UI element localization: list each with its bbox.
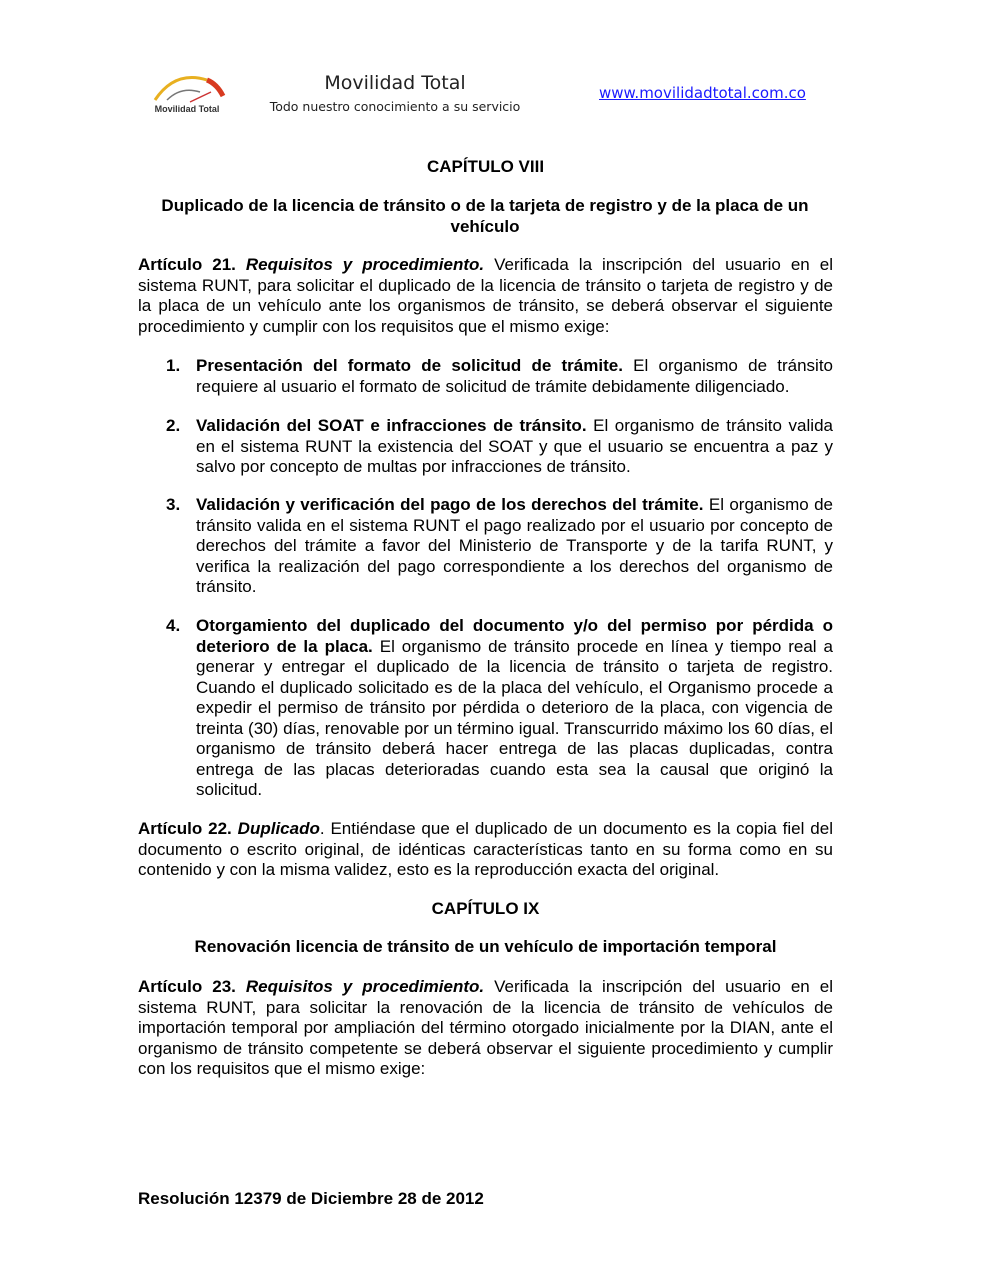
list-item — [138, 495, 833, 598]
header-subtitle: Todo nuestro conocimiento a su servicio — [269, 99, 521, 114]
list-item-text: El organismo de tránsito procede en línea y tiempo real a generar y entregar el duplicado de la licencia de tránsito o tarjeta de registro. Cuando el duplicado solicitado es de la placa del vehículo, el Organismo procede a expedir el permiso de tránsito por pérdida o deterioro de la placa, con vigencia de treinta (30) días, renovable por un término igual. Transcurrido máximo los 60 días, el organismo de tránsito deberá hacer entrega de las placas duplicadas, contra entrega de las placas deterioradas cuando esta sea la causal que originó la solicitud. — [196, 636, 833, 799]
list-item — [138, 416, 833, 478]
list-item-text: El organismo de tránsito valida en el sistema RUNT la existencia del SOAT y que el usuario se encuentra a paz y salvo por concepto de multas por infracciones de tránsito. — [196, 416, 833, 476]
article-21 — [138, 255, 833, 337]
list-item — [138, 356, 833, 397]
movilidad-total-logo — [145, 68, 230, 120]
article-23 — [138, 977, 833, 1080]
article-label: Artículo 23. — [138, 977, 236, 996]
website-link[interactable]: www.movilidadtotal.com.co — [599, 84, 806, 102]
article-label: Artículo 21. — [138, 255, 236, 274]
article-subtitle: Requisitos y procedimiento. — [245, 977, 485, 996]
list-item-title: Validación del SOAT e infracciones de tránsito. — [196, 416, 587, 435]
list-item-title: Presentación del formato de solicitud de trámite. — [196, 356, 623, 375]
list-item-title: Otorgamiento del duplicado del documento y/o del permiso por pérdida o deterioro de la placa. — [196, 616, 833, 656]
footer-resolution: Resolución 12379 de Diciembre 28 de 2012 — [138, 1189, 484, 1208]
header-title: Movilidad Total — [324, 72, 466, 94]
article-22 — [138, 819, 833, 881]
list-item-text: El organismo de tránsito requiere al usuario el formato de solicitud de trámite debidamente diligenciado. — [196, 356, 833, 396]
article-subtitle: Requisitos y procedimiento. — [245, 255, 485, 274]
article-label: Artículo 22. — [138, 819, 232, 838]
svg-text:Movilidad Total: Movilidad Total — [154, 104, 220, 114]
article-subtitle: Duplicado — [237, 819, 320, 838]
list-number: 1. — [166, 356, 181, 375]
chapter-9-title: CAPÍTULO IX — [431, 899, 540, 918]
list-item-title: Validación y verificación del pago de los derechos del trámite. — [196, 495, 704, 514]
list-number: 3. — [166, 495, 181, 514]
list-number: 4. — [166, 616, 181, 635]
list-number: 2. — [166, 416, 181, 435]
article-text: . Entiéndase que el duplicado de un documento es la copia fiel del documento o escrito original, de idénticas características tanto en su forma como en su contenido y con la misma validez, esto es la reproducción exacta del original. — [138, 819, 833, 879]
chapter-8-heading: Duplicado de la licencia de tránsito o de la tarjeta de registro y de la placa de un vehículo — [161, 196, 809, 236]
list-item-text: El organismo de tránsito valida en el sistema RUNT el pago realizado por el usuario por concepto de derechos del trámite a favor del Ministerio de Transporte y de la tarifa RUNT, y verifica la realización del pago correspondiente a los derechos del organismo de tránsito. — [196, 495, 833, 596]
article-text: Verificada la inscripción del usuario en el sistema RUNT, para solicitar el duplicado de la licencia de tránsito o tarjeta de registro y de la placa de un vehículo ante los organismos de tránsito, se deberá observar el siguiente procedimiento y cumplir con los requisitos que el mismo exige: — [138, 255, 833, 336]
chapter-9-heading: Renovación licencia de tránsito de un vehículo de importación temporal — [194, 937, 777, 956]
chapter-8-title: CAPÍTULO VIII — [426, 157, 545, 176]
list-item — [138, 616, 833, 801]
article-text: Verificada la inscripción del usuario en el sistema RUNT, para solicitar la renovación de la licencia de tránsito de vehículos de importación temporal por ampliación del término otorgado inicialmente por la DIAN, ante el organismo de tránsito competente se deberá observar el siguiente procedimiento y cumplir con los requisitos que el mismo exige: — [138, 977, 833, 1078]
